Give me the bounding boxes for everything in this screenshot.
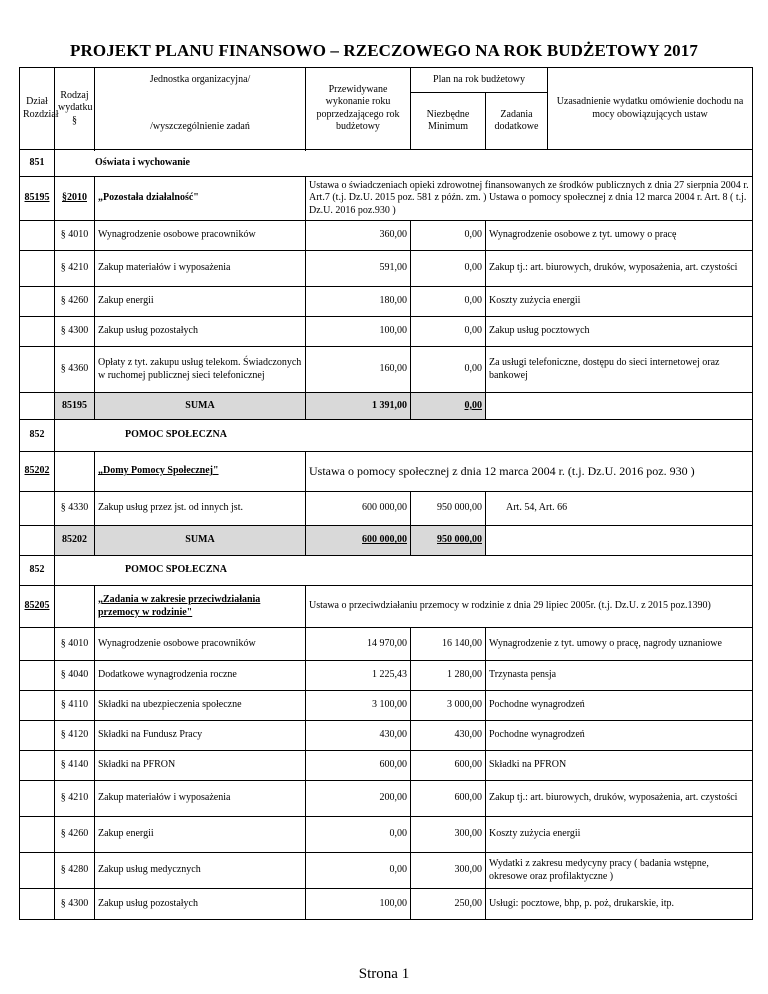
row-name: Wynagrodzenie osobowe pracowników [95, 628, 306, 661]
row-v1: 360,00 [306, 221, 411, 251]
page-footer: Strona 1 [358, 966, 410, 982]
header-dzial-rozdzial: Dział Rozdział [20, 68, 55, 150]
row-par: § 4330 [55, 492, 95, 526]
row-par: § 4140 [55, 751, 95, 781]
law-text: Ustawa o przeciwdziałaniu przemocy w rodzinie z dnia 29 lipiec 2005r. (t.j. Dz.U. z 2015 poz.1390) [306, 586, 753, 628]
rozdzial-code: 85205 [20, 586, 55, 628]
row-v2: 600,00 [411, 781, 486, 817]
row-v2: 0,00 [411, 347, 486, 393]
row-par: § 4260 [55, 287, 95, 317]
row-par: § 4210 [55, 781, 95, 817]
row-v1: 3 100,00 [306, 691, 411, 721]
row-v2: 600,00 [411, 751, 486, 781]
row-name: Zakup energii [95, 817, 306, 853]
row-v2: 16 140,00 [411, 628, 486, 661]
header-przewidywane: Przewidywane wykonanie roku poprzedzającego rok budżetowy [306, 68, 411, 150]
row-v1: 100,00 [306, 889, 411, 920]
row-v1: 591,00 [306, 251, 411, 287]
row-par: § 4120 [55, 721, 95, 751]
row-v2: 0,00 [411, 251, 486, 287]
row-par: § 4280 [55, 853, 95, 889]
row-name: Zakup energii [95, 287, 306, 317]
page-title: PROJEKT PLANU FINANSOWO – RZECZOWEGO NA ROK BUDŻETOWY 2017 [70, 41, 698, 60]
row-v2: 300,00 [411, 853, 486, 889]
row-note: Zakup usług pocztowych [486, 317, 753, 347]
row-note: Składki na PFRON [486, 751, 753, 781]
row-par: § 4110 [55, 691, 95, 721]
row-note: Koszty zużycia energii [486, 817, 753, 853]
row-note: Usługi: pocztowe, bhp, p. poż, drukarskie, itp. [486, 889, 753, 920]
row-note: Trzynasta pensja [486, 661, 753, 691]
rozdzial-name: „Domy Pomocy Społecznej" [95, 452, 306, 492]
row-name: Zakup usług pozostałych [95, 889, 306, 920]
dzial-name: Oświata i wychowanie [55, 150, 753, 177]
dzial-code: 852 [20, 556, 55, 586]
row-name: Składki na PFRON [95, 751, 306, 781]
header-plan: Plan na rok budżetowy [411, 68, 548, 93]
row-note: Wynagrodzenie osobowe z tyt. umowy o pracę [486, 221, 753, 251]
row-par: § 4300 [55, 317, 95, 347]
header-zadania: Zadania dodatkowe [486, 93, 548, 150]
row-name: Składki na Fundusz Pracy [95, 721, 306, 751]
row-note: Wydatki z zakresu medycyny pracy ( badania wstępne, okresowe oraz profilaktyczne ) [486, 853, 753, 889]
dzial-code: 852 [20, 420, 55, 452]
row-v1: 200,00 [306, 781, 411, 817]
row-v1: 1 225,43 [306, 661, 411, 691]
row-note: Zakup tj.: art. biurowych, druków, wyposażenia, art. czystości [486, 781, 753, 817]
row-note: Za usługi telefoniczne, dostępu do sieci internetowej oraz bankowej [486, 347, 753, 393]
paragraph-code: §2010 [55, 177, 95, 221]
row-v1: 600 000,00 [306, 492, 411, 526]
row-v1: 0,00 [306, 853, 411, 889]
row-v2: 430,00 [411, 721, 486, 751]
row-par: § 4010 [55, 628, 95, 661]
row-v2: 3 000,00 [411, 691, 486, 721]
row-note: Koszty zużycia energii [486, 287, 753, 317]
sum-v2: 0,00 [411, 393, 486, 420]
row-v2: 0,00 [411, 221, 486, 251]
dzial-name: POMOC SPOŁECZNA [55, 556, 753, 586]
row-note: Pochodne wynagrodzeń [486, 691, 753, 721]
row-par: § 4300 [55, 889, 95, 920]
sum-v1: 1 391,00 [306, 393, 411, 420]
sum-code: 85195 [55, 393, 95, 420]
rozdzial-code: 85202 [20, 452, 55, 492]
dzial-name: POMOC SPOŁECZNA [55, 420, 753, 452]
law-text: Ustawa o świadczeniach opieki zdrowotnej finansowanych ze środków publicznych z dnia 27 sierpnia 2004 r. Art.7 (t.j. Dz.U. 2015 poz. 581 z późn. zm. ) Ustawa o pomocy społecznej z dnia 12 marca 2004 r. Art. 8 ( t.j. Dz.U. 2016 poz.930 ) [306, 177, 753, 221]
row-name: Zakup usług pozostałych [95, 317, 306, 347]
row-v1: 14 970,00 [306, 628, 411, 661]
row-note: Pochodne wynagrodzeń [486, 721, 753, 751]
row-name: Składki na ubezpieczenia społeczne [95, 691, 306, 721]
row-name: Zakup materiałów i wyposażenia [95, 781, 306, 817]
header-jednostka: Jednostka organizacyjna/ /wyszczególnienie zadań [95, 68, 306, 150]
sum-label: SUMA [95, 393, 306, 420]
row-v2: 0,00 [411, 287, 486, 317]
row-name: Zakup usług medycznych [95, 853, 306, 889]
row-v1: 180,00 [306, 287, 411, 317]
row-v1: 600,00 [306, 751, 411, 781]
row-v2: 0,00 [411, 317, 486, 347]
row-note: Wynagrodzenie z tyt. umowy o pracę, nagrody uznaniowe [486, 628, 753, 661]
row-par: § 4010 [55, 221, 95, 251]
row-par: § 4360 [55, 347, 95, 393]
rozdzial-name: „Zadania w zakresie przeciwdziałania przemocy w rodzinie" [95, 586, 306, 628]
header-niezbedne: Niezbędne Minimum [411, 93, 486, 150]
row-par: § 4210 [55, 251, 95, 287]
row-name: Opłaty z tyt. zakupu usług telekom. Świadczonych w ruchomej publicznej sieci telefonicznej [95, 347, 306, 393]
row-name: Wynagrodzenie osobowe pracowników [95, 221, 306, 251]
row-name: Zakup usług przez jst. od innych jst. [95, 492, 306, 526]
row-v2: 1 280,00 [411, 661, 486, 691]
row-v1: 100,00 [306, 317, 411, 347]
rozdzial-code: 85195 [20, 177, 55, 221]
sum-v2: 950 000,00 [411, 526, 486, 556]
row-v2: 250,00 [411, 889, 486, 920]
row-v2: 950 000,00 [411, 492, 486, 526]
budget-table [19, 67, 753, 920]
sum-label: SUMA [95, 526, 306, 556]
row-v2: 300,00 [411, 817, 486, 853]
law-text: Ustawa o pomocy społecznej z dnia 12 marca 2004 r. (t.j. Dz.U. 2016 poz. 930 ) [306, 452, 753, 492]
dzial-code: 851 [20, 150, 55, 177]
row-name: Zakup materiałów i wyposażenia [95, 251, 306, 287]
row-v1: 0,00 [306, 817, 411, 853]
row-v1: 160,00 [306, 347, 411, 393]
header-uzasadnienie: Uzasadnienie wydatku omówienie dochodu na mocy obowiązujących ustaw [548, 68, 753, 150]
row-par: § 4040 [55, 661, 95, 691]
row-v1: 430,00 [306, 721, 411, 751]
row-note: Art. 54, Art. 66 [486, 492, 753, 526]
sum-v1: 600 000,00 [306, 526, 411, 556]
row-par: § 4260 [55, 817, 95, 853]
header-rodzaj: Rodzaj wydatku § [55, 68, 95, 150]
row-note: Zakup tj.: art. biurowych, druków, wyposażenia, art. czystości [486, 251, 753, 287]
rozdzial-name: „Pozostała działalność" [95, 177, 306, 221]
sum-code: 85202 [55, 526, 95, 556]
row-name: Dodatkowe wynagrodzenia roczne [95, 661, 306, 691]
